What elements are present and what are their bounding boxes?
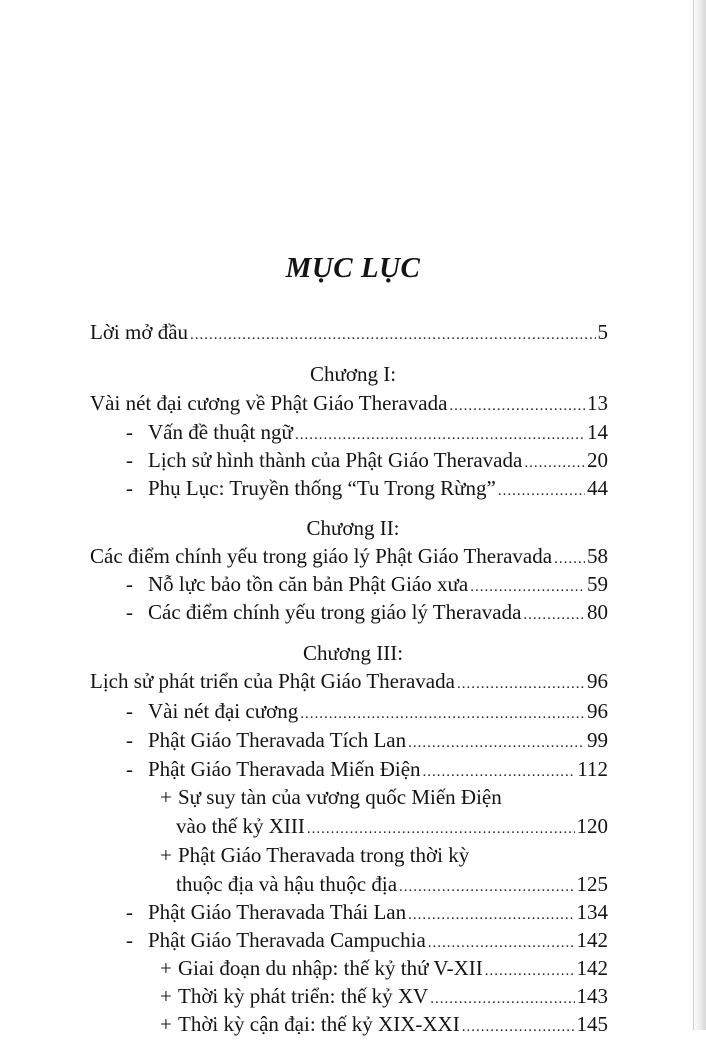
dash-bullet: - bbox=[126, 600, 133, 624]
toc-entry-chapter-3[interactable] bbox=[90, 667, 608, 695]
toc-subentry-line1 bbox=[160, 783, 502, 811]
toc-entry-page: 142 bbox=[576, 928, 608, 952]
toc-entry[interactable] bbox=[126, 418, 608, 446]
toc-entry-label: Lời mở đầu bbox=[90, 320, 189, 344]
toc-entry[interactable] bbox=[126, 446, 608, 474]
toc-entry-page: 143 bbox=[576, 984, 608, 1008]
toc-entry-page: 14 bbox=[587, 420, 608, 444]
toc-entry[interactable] bbox=[126, 697, 608, 725]
toc-entry-page: 58 bbox=[587, 544, 608, 568]
toc-entry[interactable] bbox=[126, 898, 608, 926]
dot-leader bbox=[428, 929, 575, 957]
toc-entry-label: Vấn đề thuật ngữ bbox=[148, 420, 293, 444]
chapter-heading: Chương II: bbox=[306, 516, 400, 540]
toc-entry-page: 134 bbox=[576, 900, 608, 924]
toc-entry-page: 96 bbox=[587, 669, 608, 693]
dash-bullet: - bbox=[126, 928, 133, 952]
dot-leader bbox=[470, 573, 585, 601]
toc-entry[interactable] bbox=[126, 570, 608, 598]
toc-entry-page: 59 bbox=[587, 572, 608, 596]
toc-entry-label: Thời kỳ cận đại: thế kỷ XIX-XXI bbox=[178, 1012, 460, 1036]
dash-bullet: - bbox=[126, 572, 133, 596]
plus-bullet: + bbox=[160, 1012, 172, 1036]
toc-entry-page: 20 bbox=[587, 448, 608, 472]
toc-entry-label: Vài nét đại cương bbox=[148, 699, 299, 723]
toc-subentry[interactable] bbox=[176, 870, 608, 898]
toc-entry-chapter-1[interactable] bbox=[90, 389, 608, 417]
toc-entry[interactable] bbox=[126, 926, 608, 954]
toc-entry-label: Lịch sử phát triển của Phật Giáo Theravada bbox=[90, 669, 455, 693]
plus-bullet: + bbox=[160, 785, 172, 809]
toc-entry-intro[interactable] bbox=[90, 318, 608, 346]
dot-leader bbox=[554, 545, 585, 573]
plus-bullet: + bbox=[160, 956, 172, 980]
toc-subentry[interactable] bbox=[160, 954, 608, 982]
toc-entry-page: 125 bbox=[576, 872, 608, 896]
toc-entry-label: Phật Giáo Theravada Campuchia bbox=[148, 928, 426, 952]
toc-entry-page: 145 bbox=[576, 1012, 608, 1036]
dot-leader bbox=[300, 700, 585, 728]
toc-entry-page: 44 bbox=[587, 476, 608, 500]
dash-bullet: - bbox=[126, 476, 133, 500]
toc-entry-page: 80 bbox=[587, 600, 608, 624]
toc-entry-page: 13 bbox=[587, 391, 608, 415]
chapter-heading: Chương III: bbox=[302, 641, 404, 665]
dash-bullet: - bbox=[126, 448, 133, 472]
dot-leader bbox=[399, 873, 574, 901]
toc-entry[interactable] bbox=[126, 598, 608, 626]
toc-entry-label: Phật Giáo Theravada Miến Điện bbox=[148, 757, 421, 781]
toc-entry-label: Phật Giáo Theravada trong thời kỳ bbox=[178, 843, 470, 867]
toc-entry-page: 96 bbox=[587, 699, 608, 723]
dot-leader bbox=[449, 392, 585, 420]
toc-entry-label: Phụ Lục: Truyền thống “Tu Trong Rừng” bbox=[148, 476, 496, 500]
dot-leader bbox=[524, 449, 585, 477]
toc-entry-label: Sự suy tàn của vương quốc Miến Điện bbox=[178, 785, 502, 809]
page-title: MỤC LỤC bbox=[285, 252, 421, 284]
toc-entry-label: Các điểm chính yếu trong giáo lý Theravada bbox=[148, 600, 522, 624]
dash-bullet: - bbox=[126, 699, 133, 723]
toc-entry[interactable] bbox=[126, 474, 608, 502]
toc-entry-label: vào thế kỷ XIII bbox=[176, 814, 305, 838]
toc-entry-label: Các điểm chính yếu trong giáo lý Phật Giáo Theravada bbox=[90, 544, 553, 568]
dot-leader bbox=[423, 758, 576, 786]
toc-entry-label: Giai đoạn du nhập: thế kỷ thứ V-XII bbox=[178, 956, 483, 980]
dot-leader bbox=[457, 670, 585, 698]
dash-bullet: - bbox=[126, 757, 133, 781]
toc-entry-label: Vài nét đại cương về Phật Giáo Theravada bbox=[90, 391, 448, 415]
toc-subentry[interactable] bbox=[160, 1010, 608, 1038]
toc-entry-page: 99 bbox=[587, 728, 608, 752]
dot-leader bbox=[295, 421, 585, 449]
plus-bullet: + bbox=[160, 984, 172, 1008]
toc-entry-page: 120 bbox=[576, 814, 608, 838]
toc-entry-label: Phật Giáo Theravada Tích Lan bbox=[148, 728, 407, 752]
dash-bullet: - bbox=[126, 420, 133, 444]
toc-entry-label: Phật Giáo Theravada Thái Lan bbox=[148, 900, 407, 924]
dot-leader bbox=[307, 815, 575, 843]
toc-entry-label: Thời kỳ phát triển: thế kỷ XV bbox=[178, 984, 429, 1008]
dot-leader bbox=[523, 601, 585, 629]
dot-leader bbox=[462, 1013, 575, 1041]
toc-entry-label: Lịch sử hình thành của Phật Giáo Theravada bbox=[148, 448, 523, 472]
toc-entry-page: 5 bbox=[597, 320, 608, 344]
toc-subentry[interactable] bbox=[160, 982, 608, 1010]
dot-leader bbox=[190, 321, 595, 349]
toc-entry-label: Nỗ lực bảo tồn căn bản Phật Giáo xưa bbox=[148, 572, 469, 596]
toc-entry-page: 142 bbox=[576, 956, 608, 980]
toc-subentry[interactable] bbox=[176, 812, 608, 840]
dot-leader bbox=[485, 957, 575, 985]
toc-subentry-line1 bbox=[160, 841, 469, 869]
toc-entry-page: 112 bbox=[577, 757, 608, 781]
chapter-heading: Chương I: bbox=[309, 362, 397, 386]
dot-leader bbox=[498, 477, 585, 505]
plus-bullet: + bbox=[160, 843, 172, 867]
dash-bullet: - bbox=[126, 900, 133, 924]
dash-bullet: - bbox=[126, 728, 133, 752]
toc-entry-label: thuộc địa và hậu thuộc địa bbox=[176, 872, 398, 896]
toc-entry-chapter-2[interactable] bbox=[90, 542, 608, 570]
dot-leader bbox=[408, 729, 585, 757]
dot-leader bbox=[430, 985, 574, 1013]
toc-entry[interactable] bbox=[126, 755, 608, 783]
toc-entry[interactable] bbox=[126, 726, 608, 754]
dot-leader bbox=[408, 901, 574, 929]
